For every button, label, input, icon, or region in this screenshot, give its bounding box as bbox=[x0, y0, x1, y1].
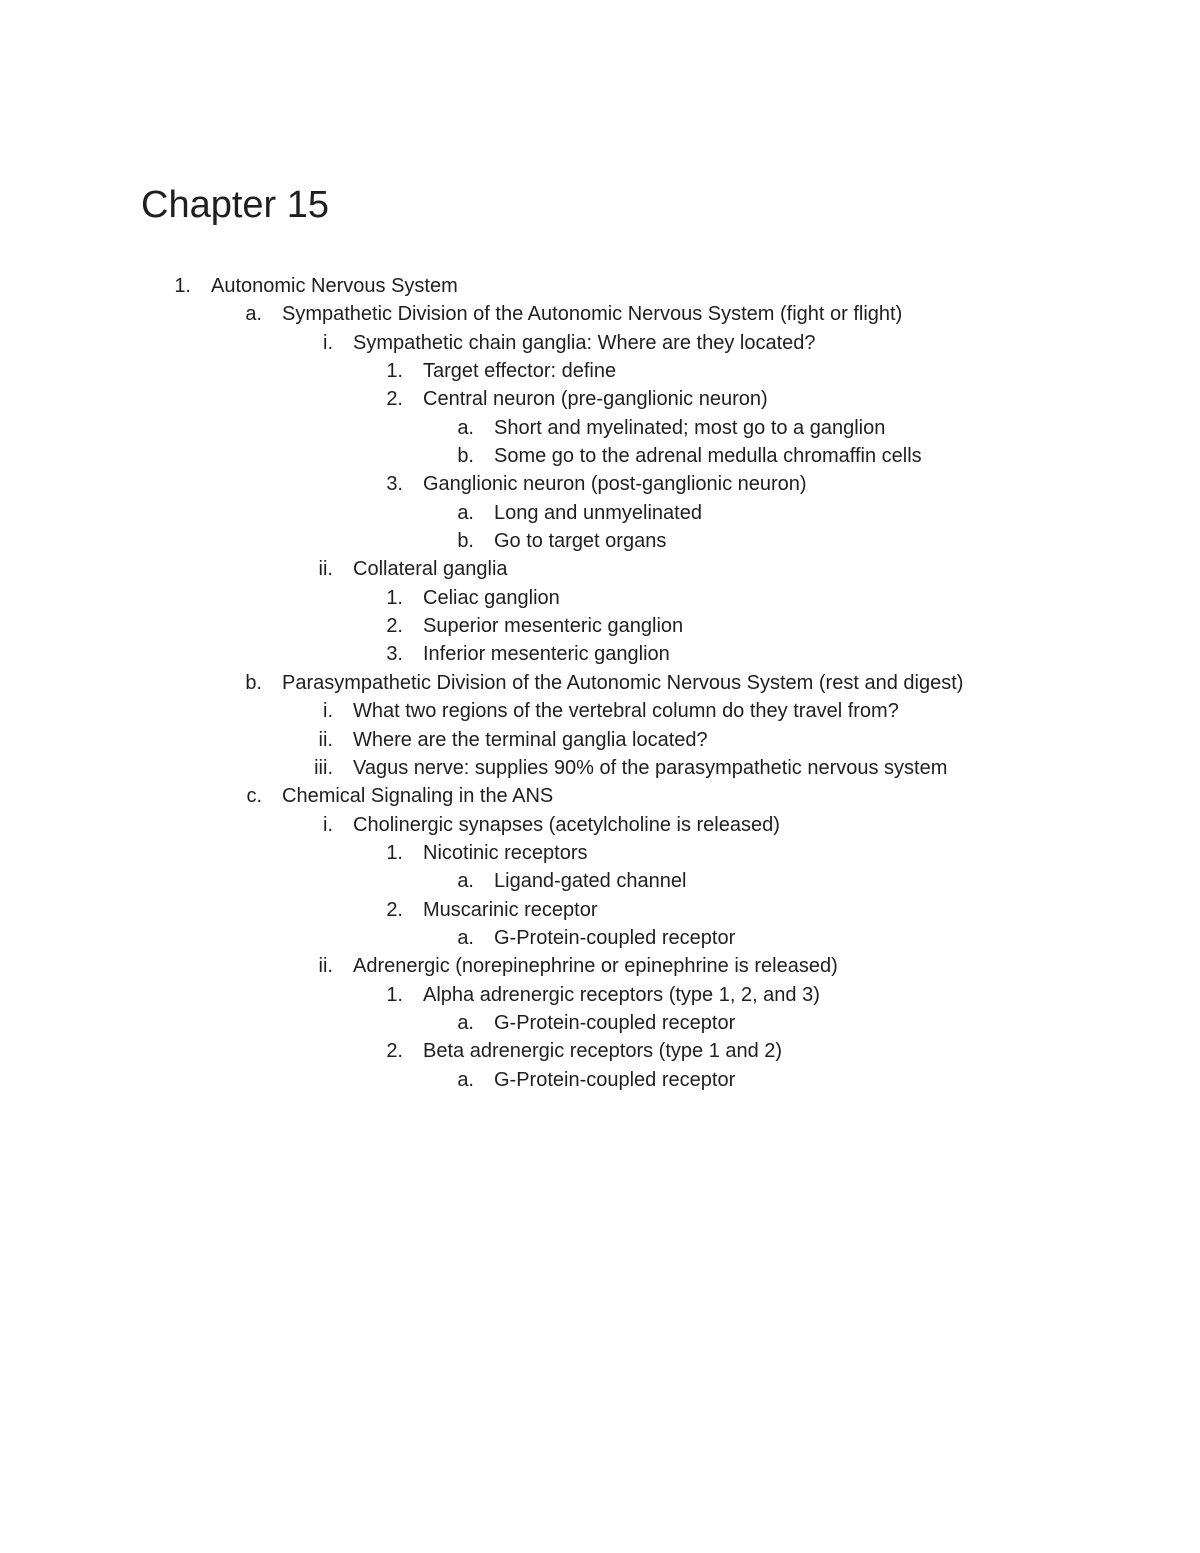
list-item-text: G-Protein-coupled receptor bbox=[494, 926, 736, 949]
outline-item bbox=[0, 555, 1200, 583]
page-title: Chapter 15 bbox=[141, 184, 330, 226]
outline-item bbox=[0, 640, 1200, 668]
outline-item bbox=[0, 612, 1200, 640]
list-marker: a. bbox=[457, 926, 474, 949]
list-item-text: Sympathetic Division of the Autonomic Nervous System (fight or flight) bbox=[282, 303, 903, 326]
list-marker: c. bbox=[246, 785, 262, 808]
list-item-text: Ganglionic neuron (post-ganglionic neuron) bbox=[423, 473, 807, 496]
list-item-text: Where are the terminal ganglia located? bbox=[353, 728, 708, 751]
outline-item bbox=[0, 839, 1200, 867]
list-marker: a. bbox=[457, 1068, 474, 1091]
list-marker: iii. bbox=[314, 756, 333, 779]
list-item-text: Central neuron (pre-ganglionic neuron) bbox=[423, 388, 768, 411]
outline-item bbox=[0, 470, 1200, 498]
outline-item bbox=[0, 697, 1200, 725]
outline-list bbox=[0, 272, 1200, 1094]
outline-item bbox=[0, 272, 1200, 300]
list-marker: i. bbox=[323, 700, 333, 723]
list-marker: 3. bbox=[386, 473, 403, 496]
outline-item bbox=[0, 414, 1200, 442]
outline-item bbox=[0, 1037, 1200, 1065]
list-item-text: Some go to the adrenal medulla chromaffin cells bbox=[494, 445, 922, 468]
list-item-text: G-Protein-coupled receptor bbox=[494, 1011, 736, 1034]
outline-item bbox=[0, 357, 1200, 385]
list-marker: b. bbox=[457, 445, 474, 468]
list-item-text: Nicotinic receptors bbox=[423, 841, 588, 864]
list-marker: a. bbox=[457, 870, 474, 893]
outline-item bbox=[0, 1066, 1200, 1094]
list-marker: ii. bbox=[318, 728, 333, 751]
list-item-text: Parasympathetic Division of the Autonomic Nervous System (rest and digest) bbox=[282, 671, 964, 694]
outline-item bbox=[0, 499, 1200, 527]
list-marker: b. bbox=[457, 530, 474, 553]
outline-item bbox=[0, 754, 1200, 782]
list-item-text: Beta adrenergic receptors (type 1 and 2) bbox=[423, 1040, 783, 1063]
list-marker: ii. bbox=[318, 558, 333, 581]
outline-item bbox=[0, 867, 1200, 895]
list-marker: 2. bbox=[386, 898, 403, 921]
list-marker: 2. bbox=[386, 1040, 403, 1063]
list-item-text: Chemical Signaling in the ANS bbox=[282, 785, 554, 808]
outline-item bbox=[0, 584, 1200, 612]
list-item-text: Target effector: define bbox=[423, 360, 617, 383]
outline-item bbox=[0, 896, 1200, 924]
outline-item bbox=[0, 811, 1200, 839]
outline-item bbox=[0, 1009, 1200, 1037]
outline-item bbox=[0, 300, 1200, 328]
outline-item bbox=[0, 329, 1200, 357]
outline-item bbox=[0, 726, 1200, 754]
list-item-text: Inferior mesenteric ganglion bbox=[423, 643, 670, 666]
list-item-text: Collateral ganglia bbox=[353, 558, 508, 581]
list-marker: 1. bbox=[386, 586, 403, 609]
outline-item bbox=[0, 669, 1200, 697]
list-marker: a. bbox=[457, 1011, 474, 1034]
list-marker: 1. bbox=[386, 841, 403, 864]
list-item-text: Go to target organs bbox=[494, 530, 667, 553]
outline-item bbox=[0, 442, 1200, 470]
list-marker: i. bbox=[323, 331, 333, 354]
outline-item bbox=[0, 981, 1200, 1009]
list-item-text: G-Protein-coupled receptor bbox=[494, 1068, 736, 1091]
list-marker: a. bbox=[457, 416, 474, 439]
list-marker: 1. bbox=[386, 360, 403, 383]
list-item-text: Cholinergic synapses (acetylcholine is released) bbox=[353, 813, 780, 836]
list-marker: b. bbox=[245, 671, 262, 694]
list-marker: 1. bbox=[386, 983, 403, 1006]
outline-item bbox=[0, 527, 1200, 555]
list-marker: a. bbox=[457, 501, 474, 524]
list-item-text: Short and myelinated; most go to a ganglion bbox=[494, 416, 886, 439]
list-item-text: Vagus nerve: supplies 90% of the parasympathetic nervous system bbox=[353, 756, 948, 779]
outline-item bbox=[0, 952, 1200, 980]
outline-item bbox=[0, 782, 1200, 810]
list-marker: 2. bbox=[386, 615, 403, 638]
list-marker: a. bbox=[245, 303, 262, 326]
list-item-text: Ligand-gated channel bbox=[494, 870, 687, 893]
list-item-text: Alpha adrenergic receptors (type 1, 2, and 3) bbox=[423, 983, 820, 1006]
outline-item bbox=[0, 385, 1200, 413]
list-item-text: What two regions of the vertebral column do they travel from? bbox=[353, 700, 899, 723]
list-marker: 2. bbox=[386, 388, 403, 411]
list-marker: 3. bbox=[386, 643, 403, 666]
list-marker: ii. bbox=[318, 955, 333, 978]
list-item-text: Adrenergic (norepinephrine or epinephrine is released) bbox=[353, 955, 838, 978]
list-item-text: Celiac ganglion bbox=[423, 586, 560, 609]
list-item-text: Superior mesenteric ganglion bbox=[423, 615, 684, 638]
outline-item bbox=[0, 924, 1200, 952]
list-item-text: Long and unmyelinated bbox=[494, 501, 702, 524]
list-item-text: Autonomic Nervous System bbox=[211, 275, 458, 297]
list-item-text: Sympathetic chain ganglia: Where are they located? bbox=[353, 331, 816, 354]
list-item-text: Muscarinic receptor bbox=[423, 898, 598, 921]
list-marker: i. bbox=[323, 813, 333, 836]
list-marker: 1. bbox=[174, 275, 191, 297]
